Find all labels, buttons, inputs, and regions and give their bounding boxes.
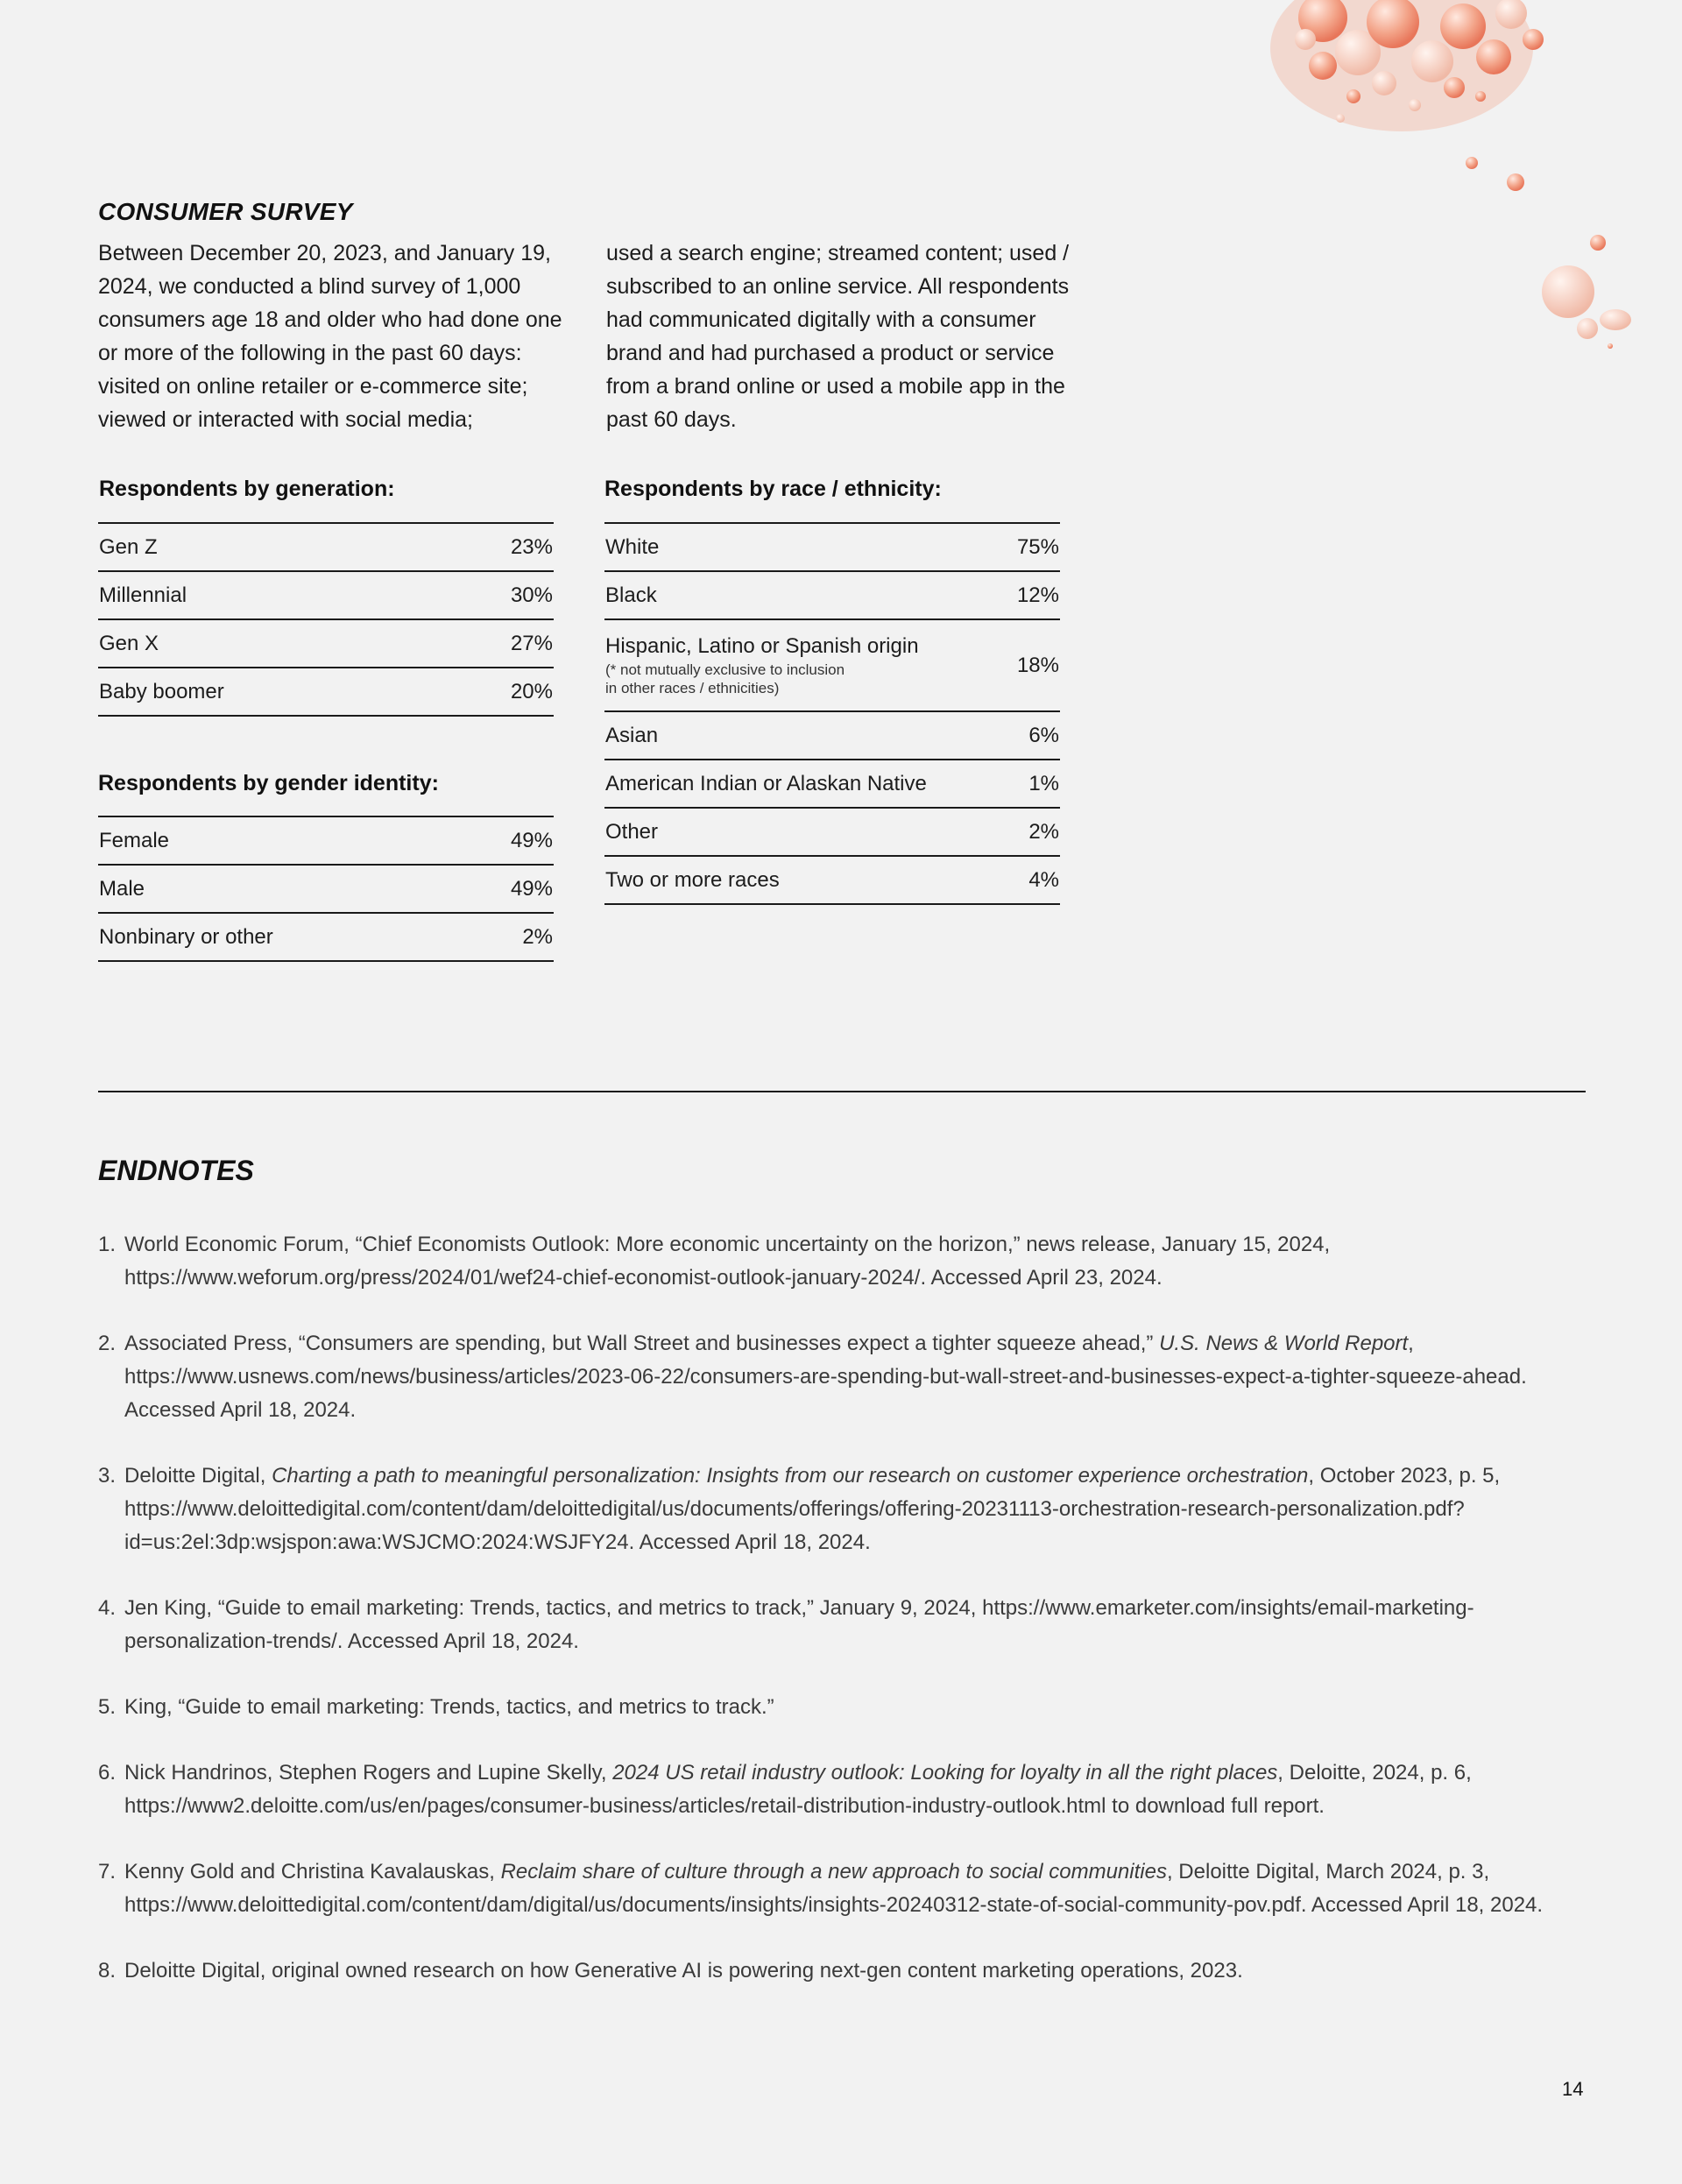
decorative-spheres-graphic [1270, 0, 1682, 368]
endnote-text-part: , https://www.usnews.com/news/business/articles/2023-06-22/consumers-are-spending-but-wall-street-and-businesses-expect-a-tighter-squeeze-ahead. Accessed April 18, 2024. [124, 1332, 1527, 1422]
endnote-text [124, 1327, 1592, 1427]
endnote-item [98, 1756, 1592, 1823]
endnote-text [124, 1460, 1592, 1559]
endnote-text-part: Deloitte Digital, original owned research on how Generative AI is powering next-gen content marketing operations, 2023. [124, 1959, 1243, 1983]
row-value: 20% [510, 679, 553, 703]
row-label: White [605, 534, 660, 559]
endnote-text-part: Nick Handrinos, Stephen Rogers and Lupine Skelly, [124, 1761, 613, 1785]
row-value: 27% [510, 631, 553, 655]
table-row [604, 712, 1060, 760]
endnote-item [98, 1954, 1592, 1988]
page-number: 14 [1562, 2078, 1584, 2100]
row-label: Hispanic, Latino or Spanish origin [605, 633, 919, 658]
endnote-number: 7. [98, 1860, 117, 1884]
endnote-text-part: , October 2023, p. 5, https://www.deloittedigital.com/content/dam/deloittedigital/us/documents/offerings/offering-20231113-orchestration-research-personalization.pdf?id=us:2el:3dp:wsjspon:awa:WSJCMO:2024:WSJFY24. Accessed April 18, 2024. [124, 1464, 1501, 1554]
row-label: Other [605, 819, 659, 844]
row-value: 23% [510, 534, 553, 559]
row-value: 18% [1016, 653, 1059, 677]
table-row [98, 620, 554, 668]
endnote-item [98, 1855, 1592, 1922]
endnote-text-part: Jen King, “Guide to email marketing: Trends, tactics, and metrics to track,” January 9, 2024, https://www.emarketer.com/insights/email-marketing-personalization-trends/. Accessed April 18, 2024. [124, 1596, 1474, 1653]
endnote-text-part: Kenny Gold and Christina Kavalauskas, [124, 1860, 501, 1884]
generation-table-heading: Respondents by generation: [99, 477, 395, 501]
endnote-number: 2. [98, 1332, 117, 1355]
endnote-item [98, 1460, 1592, 1559]
gender-table [98, 816, 554, 962]
endnote-number: 1. [98, 1233, 117, 1256]
endnote-item [98, 1691, 1592, 1724]
row-label: Gen X [99, 631, 159, 655]
row-label: Gen Z [99, 534, 158, 559]
table-row [604, 809, 1060, 857]
row-footnote-line-1: (* not mutually exclusive to inclusion [605, 661, 845, 678]
endnote-italic-title: Charting a path to meaningful personalization: Insights from our research on customer experience orchestration [272, 1464, 1309, 1488]
endnote-number: 3. [98, 1464, 117, 1488]
table-row [604, 620, 1060, 712]
row-label: Baby boomer [99, 679, 224, 703]
consumer-survey-title: CONSUMER SURVEY [98, 198, 353, 225]
table-row [604, 524, 1060, 572]
table-row [98, 524, 554, 572]
table-row [604, 760, 1060, 809]
row-value: 2% [1028, 819, 1059, 844]
section-divider [98, 1091, 1586, 1092]
table-row [98, 668, 554, 717]
table-row [604, 572, 1060, 620]
endnotes-list [98, 1228, 1592, 2020]
row-value: 6% [1028, 723, 1059, 747]
row-value: 1% [1028, 771, 1059, 795]
table-row [98, 817, 554, 866]
table-row [98, 914, 554, 962]
row-label: Millennial [99, 583, 187, 607]
endnote-number: 4. [98, 1596, 117, 1620]
endnote-text-part: World Economic Forum, “Chief Economists Outlook: More economic uncertainty on the horizon,” news release, January 15, 2024, https://www.weforum.org/press/2024/01/wef24-chief-economist-outlook-january-2024/. Accessed April 23, 2024. [124, 1233, 1331, 1290]
generation-table [98, 522, 554, 717]
endnote-item [98, 1327, 1592, 1427]
race-table [604, 522, 1060, 905]
survey-intro-column-1: Between December 20, 2023, and January 19, 2024, we conducted a blind survey of 1,000 consumers age 18 and older who had done one or more of the following in the past 60 days: visited on online retailer or e-commerce site; viewed or interacted with social media; [98, 241, 562, 432]
row-footnote [605, 661, 919, 697]
row-label: Black [605, 583, 657, 607]
row-label-group [605, 634, 919, 697]
row-label: American Indian or Alaskan Native [605, 771, 927, 795]
endnote-text [124, 1228, 1592, 1295]
endnote-italic-title: 2024 US retail industry outlook: Looking for loyalty in all the right places [612, 1761, 1278, 1785]
survey-intro-column-2: used a search engine; streamed content; used / subscribed to an online service. All respondents had communicated digitally with a consumer brand and had purchased a product or service from a brand online or used a mobile app in the past 60 days. [606, 241, 1070, 432]
endnote-number: 5. [98, 1695, 117, 1719]
endnotes-title: ENDNOTES [98, 1155, 254, 1186]
endnote-italic-title: U.S. News & World Report [1159, 1332, 1409, 1355]
table-row [98, 866, 554, 914]
row-value: 30% [510, 583, 553, 607]
row-footnote-line-2: in other races / ethnicities) [605, 679, 780, 696]
table-row [604, 857, 1060, 905]
endnote-text-part: Deloitte Digital, [124, 1464, 272, 1488]
endnote-text [124, 1592, 1592, 1658]
endnote-text-part: King, “Guide to email marketing: Trends, tactics, and metrics to track.” [124, 1695, 774, 1719]
endnote-text-part: Associated Press, “Consumers are spending, but Wall Street and businesses expect a tighter squeeze ahead,” [124, 1332, 1160, 1355]
endnote-text [124, 1855, 1592, 1922]
row-value: 75% [1016, 534, 1059, 559]
row-label: Male [99, 876, 145, 901]
endnote-text [124, 1756, 1592, 1823]
endnote-number: 8. [98, 1959, 117, 1983]
row-value: 4% [1028, 867, 1059, 892]
row-label: Nonbinary or other [99, 924, 273, 949]
gender-table-heading: Respondents by gender identity: [98, 771, 439, 795]
endnote-text [124, 1691, 1592, 1724]
row-value: 49% [510, 828, 553, 852]
endnote-item [98, 1228, 1592, 1295]
table-row [98, 572, 554, 620]
race-table-heading: Respondents by race / ethnicity: [604, 477, 942, 501]
row-label: Asian [605, 723, 659, 747]
endnote-italic-title: Reclaim share of culture through a new approach to social communities [500, 1860, 1167, 1884]
row-value: 2% [522, 924, 553, 949]
row-value: 12% [1016, 583, 1059, 607]
row-label: Female [99, 828, 170, 852]
row-value: 49% [510, 876, 553, 901]
endnote-text [124, 1954, 1592, 1988]
endnote-item [98, 1592, 1592, 1658]
endnote-number: 6. [98, 1761, 117, 1785]
endnote-text-part: , Deloitte, 2024, p. 6, https://www2.deloitte.com/us/en/pages/consumer-business/articles/retail-distribution-industry-outlook.html to download full report. [124, 1761, 1472, 1818]
endnote-text-part: , Deloitte Digital, March 2024, p. 3, https://www.deloittedigital.com/content/dam/digital/us/documents/insights/insights-20240312-state-of-social-community-pov.pdf. Accessed April 18, 2024. [124, 1860, 1544, 1917]
row-label: Two or more races [605, 867, 780, 892]
